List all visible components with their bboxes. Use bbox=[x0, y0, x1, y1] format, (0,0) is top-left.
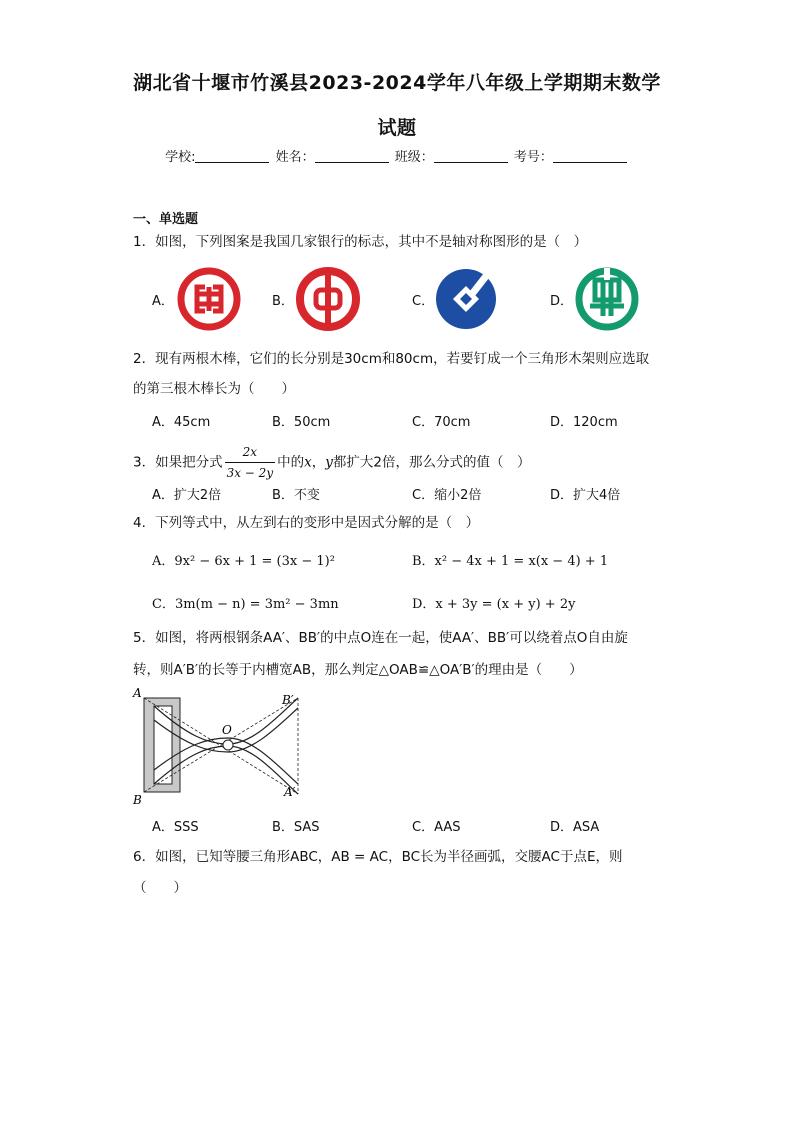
question-2-line1: 2．现有两根木棒，它们的长分别是30cm和80cm，若要钉成一个三角形木架则应选取 bbox=[133, 351, 650, 367]
q4-option-c: C．3m(m − n) = 3m² − 3mn bbox=[152, 597, 339, 612]
school-label: 学校: bbox=[165, 150, 196, 165]
q3-prefix: 3．如果把分式 bbox=[133, 454, 223, 471]
boc-logo-icon bbox=[295, 266, 361, 336]
fig-label-b-prime: B′ bbox=[282, 693, 294, 707]
q3-option-a: A．扩大2倍 bbox=[152, 488, 222, 503]
q2-option-a: A．45cm bbox=[152, 415, 211, 430]
q5-figure bbox=[128, 686, 318, 814]
question-5-line1: 5．如图，将两根钢条AA′、BB′的中点O连在一起，使AA′、BB′可以绕着点O自由旋 bbox=[133, 630, 628, 646]
q3-fraction bbox=[225, 442, 276, 483]
q3-var-x: x bbox=[304, 454, 312, 471]
name-blank[interactable] bbox=[315, 149, 389, 163]
q3-option-b: B．不变 bbox=[272, 488, 320, 503]
q5-option-b: B．SAS bbox=[272, 820, 320, 835]
icbc-logo-icon bbox=[176, 266, 242, 336]
question-1-text: 1．如图，下列图案是我国几家银行的标志，其中不是轴对称图形的是（ ） bbox=[133, 234, 588, 250]
q3-option-d: D．扩大4倍 bbox=[550, 488, 621, 503]
number-blank[interactable] bbox=[553, 149, 627, 163]
q4-option-b: B．x² − 4x + 1 = x(x − 4) + 1 bbox=[412, 554, 609, 569]
q3-comma: ， bbox=[311, 454, 326, 471]
page-title-line1: 湖北省十堰市竹溪县2023-2024学年八年级上学期期末数学 bbox=[133, 72, 661, 94]
q3-suffix-a: 中的 bbox=[277, 454, 305, 471]
class-label: 班级： bbox=[394, 150, 434, 165]
class-blank[interactable] bbox=[434, 149, 508, 163]
q1-option-d-label: D． bbox=[550, 294, 574, 309]
section-heading: 一、单选题 bbox=[133, 212, 199, 227]
q3-option-c: C．缩小2倍 bbox=[412, 488, 482, 503]
q4-option-d: D．x + 3y = (x + y) + 2y bbox=[412, 597, 576, 612]
question-6-line2: （ ） bbox=[133, 880, 187, 896]
q3-fraction-numerator: 2x bbox=[225, 442, 276, 463]
q3-fraction-denominator: 3x − 2y bbox=[226, 466, 274, 480]
fig-label-o: O bbox=[222, 723, 232, 737]
question-5-line2: 转，则A′B′的长等于内槽宽AB，那么判定△OAB≌△OA′B′的理由是（ ） bbox=[133, 662, 583, 678]
q2-option-c: C．70cm bbox=[412, 415, 471, 430]
fig-label-b: B bbox=[133, 793, 142, 807]
school-blank[interactable] bbox=[195, 149, 269, 163]
fig-label-a: A bbox=[133, 686, 142, 700]
question-3-text bbox=[133, 442, 530, 483]
q1-option-a-label: A． bbox=[152, 294, 174, 309]
question-2-line2: 的第三根木棒长为（ ） bbox=[133, 381, 295, 397]
fig-label-a-prime: A′ bbox=[284, 785, 296, 799]
student-info-line bbox=[0, 146, 794, 165]
q3-var-y: y bbox=[325, 454, 333, 471]
q2-option-d: D．120cm bbox=[550, 415, 618, 430]
q1-option-c-label: C． bbox=[412, 294, 435, 309]
q1-option-b-label: B． bbox=[272, 294, 294, 309]
q5-option-a: A．SSS bbox=[152, 820, 199, 835]
q3-suffix-b: 都扩大2倍，那么分式的值（ ） bbox=[332, 454, 531, 471]
q4-option-a: A．9x² − 6x + 1 = (3x − 1)² bbox=[152, 554, 335, 569]
q2-option-b: B．50cm bbox=[272, 415, 331, 430]
name-label: 姓名： bbox=[275, 150, 315, 165]
q5-option-c: C．AAS bbox=[412, 820, 461, 835]
number-label: 考号： bbox=[513, 150, 553, 165]
ccb-logo-icon bbox=[433, 266, 499, 336]
page-title-line2: 试题 bbox=[377, 117, 417, 139]
question-6-line1: 6．如图，已知等腰三角形ABC，AB = AC，BC长为半径画弧，交腰AC于点E，则 bbox=[133, 849, 623, 865]
question-4-text: 4．下列等式中，从左到右的变形中是因式分解的是（ ） bbox=[133, 515, 480, 531]
q5-option-d: D．ASA bbox=[550, 820, 600, 835]
abc-logo-icon bbox=[574, 266, 640, 336]
